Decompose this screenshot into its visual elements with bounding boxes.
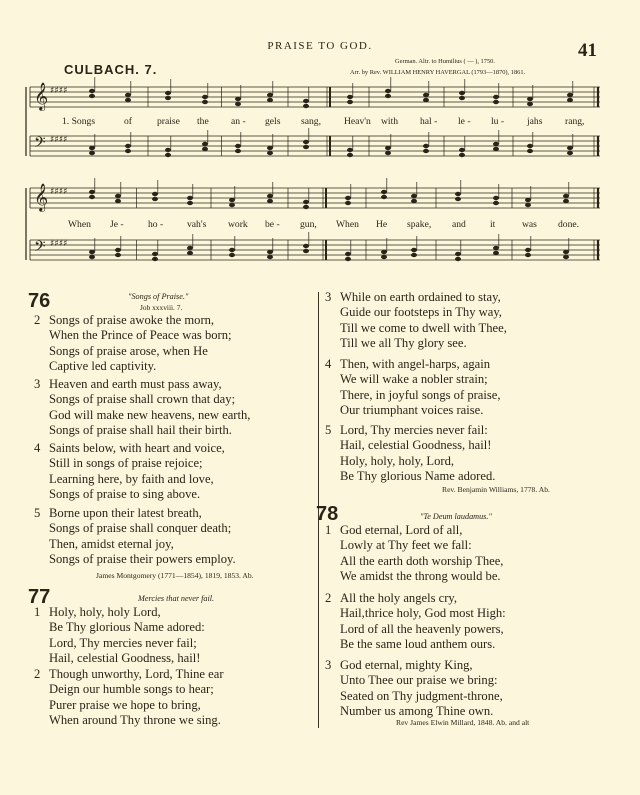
verse-line: Be Thy glorious Name adored.	[340, 468, 496, 483]
lyric-syllable: praise	[157, 116, 180, 127]
verse-number: 5	[325, 423, 332, 437]
verse-line: Songs of praise shall crown that day;	[49, 392, 236, 407]
lyric-syllable: done.	[558, 219, 580, 230]
svg-text:𝄢: 𝄢	[34, 238, 46, 259]
svg-text:𝄞: 𝄞	[34, 183, 49, 211]
verse-line: Till we all Thy glory see.	[340, 335, 467, 350]
lyric-syllable: an -	[231, 116, 246, 127]
lyric-syllable: vah's	[187, 219, 207, 230]
lyric-syllable: hal -	[420, 116, 438, 127]
lyric-syllable: He	[376, 219, 388, 230]
lyric-syllable: Heav'n	[344, 116, 371, 127]
verse-line: Hail, celestial Goodness, hail!	[49, 650, 201, 665]
verse-line: Songs of praise arose, when He	[49, 343, 208, 358]
hymn-title-76: "Songs of Praise."	[128, 292, 189, 301]
svg-text:𝄞: 𝄞	[34, 82, 49, 110]
verse-line: Songs of praise shall hail their birth.	[49, 422, 232, 437]
hymn-number-76: 76	[28, 290, 51, 312]
tune-credit-composer: German. Altr. to Humilius ( — ), 1750.	[395, 58, 495, 65]
tune-credit-arranger: Arr. by Rev. WILLIAM HENRY HAVERGAL (1793—1870), 1861.	[350, 69, 526, 76]
verse-line: Seated on Thy judgment-throne,	[340, 688, 503, 703]
verse-line: Then, amidst eternal joy,	[49, 536, 174, 551]
verse-line: Unto Thee our praise we bring:	[340, 673, 498, 688]
verse-number: 4	[325, 357, 332, 371]
verse-number: 2	[325, 591, 332, 605]
verse-line: All the earth doth worship Thee,	[340, 553, 504, 568]
verse-number: 1	[325, 523, 332, 537]
verse-line: Guide our footsteps in Thy way,	[340, 305, 502, 320]
hymn-number-78: 78	[316, 503, 339, 525]
verse-line: Till we come to dwell with Thee,	[340, 320, 507, 335]
lyric-syllable: sang,	[301, 116, 321, 127]
hymn-reference-76: Job xxxviii. 7.	[140, 303, 183, 312]
verse-line: Be Thy glorious Name adored:	[49, 620, 205, 635]
verse-line: While on earth ordained to stay,	[340, 290, 501, 304]
verse-line: Lord of all the heavenly powers,	[340, 621, 504, 636]
lyric-syllable: be -	[265, 219, 280, 230]
verse-line: Then, with angel-harps, again	[340, 357, 491, 371]
verse-line: Our triumphant voices raise.	[340, 402, 484, 417]
verse-line: Still in songs of praise rejoice;	[49, 456, 203, 471]
verse-line: Heaven and earth must pass away,	[49, 377, 222, 391]
lyric-syllable: spake,	[407, 219, 432, 230]
verse-line: Songs of praise shall conquer death;	[49, 521, 232, 536]
hymn-number-77: 77	[28, 586, 51, 608]
verse-line: We amidst the throng would be.	[340, 568, 501, 583]
verse-line: Lowly at Thy feet we fall:	[340, 538, 472, 553]
lyrics-line-2	[0, 219, 640, 233]
verse-number: 3	[325, 290, 332, 304]
verse-line: Holy, holy, holy, Lord,	[340, 453, 455, 468]
svg-text:♯♯♯♯: ♯♯♯♯	[50, 187, 68, 197]
verse-line: God eternal, Lord of all,	[340, 523, 463, 537]
music-score	[0, 0, 640, 275]
svg-text:♯♯♯♯: ♯♯♯♯	[50, 239, 68, 249]
lyric-syllable: was	[522, 219, 537, 230]
verse-number: 2	[34, 667, 41, 681]
verse-line: All the holy angels cry,	[340, 591, 458, 605]
hymn-attribution-76-right: Rev. Benjamin Williams, 1778. Ab.	[442, 485, 550, 494]
verse-line: We will wake a nobler strain;	[340, 372, 488, 387]
lyric-syllable: work	[228, 219, 248, 230]
verse-line: God eternal, mighty King,	[340, 658, 473, 672]
verse-line: Hail,thrice holy, God most High:	[340, 606, 506, 621]
lyric-syllable: When	[336, 219, 359, 230]
lyric-syllable: of	[124, 116, 132, 127]
verse-line: Number us among Thine own.	[340, 703, 494, 718]
lyric-syllable: and	[452, 219, 466, 230]
hymn-title-77: Mercies that never fail.	[138, 594, 215, 603]
verse-line: Captive led captivity.	[49, 358, 157, 373]
svg-text:♯♯♯♯: ♯♯♯♯	[50, 86, 68, 96]
hymn-attribution-78: Rev James Elwin Millard, 1848. Ab. and alt	[396, 718, 530, 727]
verse-number: 5	[34, 506, 41, 520]
verse-line: Be the same loud anthem ours.	[340, 636, 496, 651]
svg-text:♯♯♯♯: ♯♯♯♯	[50, 135, 68, 145]
verse-line: Lord, Thy mercies never fail;	[49, 635, 197, 650]
verse-line: Deign our humble songs to hear;	[49, 682, 214, 697]
verse-line: Learning here, by faith and love,	[49, 471, 214, 486]
lyric-syllable: ho -	[148, 219, 164, 230]
lyric-syllable: it	[490, 219, 496, 230]
verse-number: 1	[34, 605, 41, 619]
lyrics-line-1	[0, 116, 640, 130]
lyric-syllable: rang,	[565, 116, 585, 127]
svg-text:𝄢: 𝄢	[34, 134, 46, 155]
lyric-syllable: le -	[458, 116, 471, 127]
verse-line: Songs of praise awoke the morn,	[49, 313, 215, 327]
verse-line: When the Prince of Peace was born;	[49, 328, 232, 343]
verse-line: Saints below, with heart and voice,	[49, 441, 225, 455]
verse-line: When around Thy throne we sing.	[49, 712, 221, 727]
verse-number: 2	[34, 313, 41, 327]
lyric-syllable: jahs	[527, 116, 543, 127]
verse-line: Songs of praise their powers employ.	[49, 551, 236, 566]
verse-line: God will make new heavens, new earth,	[49, 407, 251, 422]
lyric-syllable: When	[68, 219, 91, 230]
verse-line: Hail, celestial Goodness, hail!	[340, 438, 492, 453]
verse-line: There, in joyful songs of praise,	[340, 387, 501, 402]
lyric-syllable: 1. Songs	[62, 116, 96, 127]
verse-line: Holy, holy, holy Lord,	[49, 605, 161, 619]
verse-number: 4	[34, 441, 41, 455]
hymn-title-78: "Te Deum laudamus."	[420, 512, 492, 521]
verse-number: 3	[325, 658, 332, 672]
verse-line: Songs of praise to sing above.	[49, 486, 201, 501]
verse-number: 3	[34, 377, 41, 391]
running-title: PRAISE TO GOD.	[267, 40, 373, 52]
verse-line: Borne upon their latest breath,	[49, 506, 202, 520]
page-number: 41	[578, 40, 597, 61]
tune-name: CULBACH. 7.	[64, 62, 158, 77]
verse-line: Though unworthy, Lord, Thine ear	[49, 667, 224, 681]
lyric-syllable: the	[197, 116, 209, 127]
lyric-syllable: lu -	[491, 116, 505, 127]
lyric-syllable: Je -	[110, 219, 124, 230]
lyric-syllable: with	[381, 116, 399, 127]
verse-line: Purer praise we hope to bring,	[49, 697, 201, 712]
verse-line: Lord, Thy mercies never fail:	[340, 423, 488, 437]
lyric-syllable: gels	[265, 116, 281, 127]
hymn-attribution-76: James Montgomery (1771—1854), 1819, 1853. Ab.	[96, 571, 254, 580]
lyric-syllable: gun,	[300, 219, 317, 230]
